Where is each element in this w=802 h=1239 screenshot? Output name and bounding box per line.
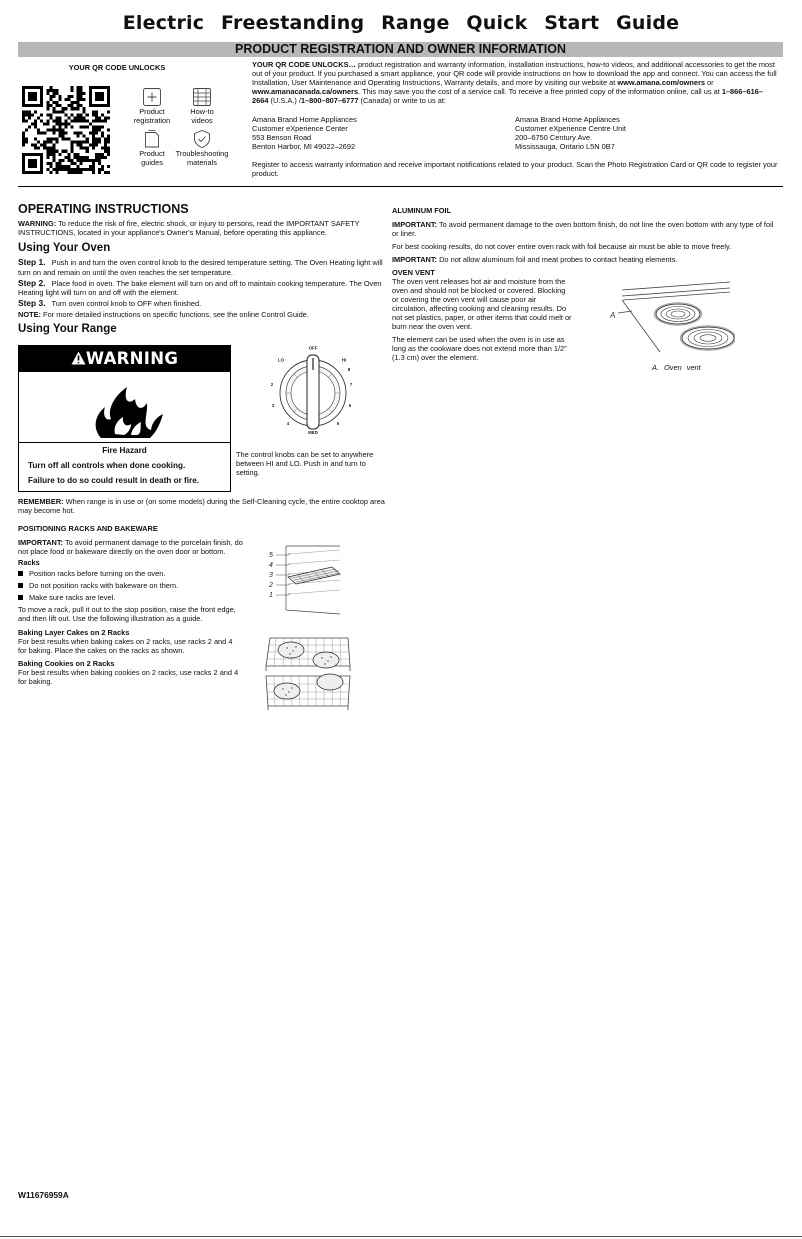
note-lead: NOTE: xyxy=(18,310,41,320)
operating-heading: OPERATING INSTRUCTIONS xyxy=(18,202,189,216)
oven-vent-illustration xyxy=(610,280,735,358)
warning-line-2: Failure to do so could result in death or fire. xyxy=(28,476,200,485)
intro-text: (Canada) or write to us at: xyxy=(358,96,446,106)
cookies-heading: Baking Cookies on 2 Racks xyxy=(18,659,115,669)
operating-note xyxy=(18,310,390,319)
remember-text: When range is in use or (on some models) during the Self-Cleaning cycle, the entire cooktop area may become hot. xyxy=(18,497,385,516)
address-line: Customer eXperience Centre Unit xyxy=(515,123,626,133)
warning-divider xyxy=(19,442,230,443)
phone-canada: 1–800–807–6777 xyxy=(300,96,359,106)
document-code: W11676959A xyxy=(18,1190,69,1200)
knob-number: 5 xyxy=(336,421,340,426)
knob-number: 4 xyxy=(286,421,290,426)
aluminum-foil-section xyxy=(392,206,777,264)
rack-number: 1 xyxy=(269,592,273,599)
address-line: Amana Brand Home Appliances xyxy=(252,115,357,124)
address-us xyxy=(252,116,357,152)
important-text: Do not allow aluminum foil and meat probes to contact heating elements. xyxy=(437,255,678,265)
registration-note: Register to access warranty information and receive important notifications related to your product. Scan the Photo Registration Card or QR code to register your product. xyxy=(252,160,778,179)
rack-positions-illustration xyxy=(266,540,346,620)
knob-caption: The control knobs can be set to anywhere between HI and LO. Push in and turn to setting. xyxy=(236,450,374,478)
rack-bullet-text: Make sure racks are level. xyxy=(29,593,116,603)
rack-bullet xyxy=(18,569,243,578)
feature-label: Product xyxy=(139,149,165,158)
knob-number: 3 xyxy=(271,403,275,408)
rack-number: 3 xyxy=(269,572,273,579)
foil-important-2 xyxy=(392,255,777,264)
address-line: Amana Brand Home Appliances xyxy=(515,115,620,124)
step-label: Step 2. xyxy=(18,277,46,288)
feature-label: registration xyxy=(133,115,171,125)
warning-header-text: WARNING xyxy=(85,349,179,368)
warning-line-1: Turn off all controls when done cooking. xyxy=(28,461,186,470)
bottom-divider xyxy=(0,1236,802,1237)
plus-box-icon xyxy=(142,87,162,107)
knob-label-hi: HI xyxy=(341,357,347,363)
knob-number: 8 xyxy=(347,367,351,372)
intro-text: (U.S.A.) / xyxy=(268,96,301,106)
website-link-canada[interactable]: www.amanacanada.ca/owners xyxy=(252,87,359,97)
feature-label: Product xyxy=(139,107,165,116)
registration-heading-bar: PRODUCT REGISTRATION AND OWNER INFORMATION xyxy=(18,42,783,57)
address-line: Customer eXperience Center xyxy=(252,123,348,133)
bullet-square xyxy=(18,583,23,588)
fire-hazard-graphic xyxy=(19,372,230,442)
vent-text-1: The oven vent releases hot air and moisture from the oven and should not be blocked or covered. Blocking or covering the oven vent will cause poor air circulation, affecting cooking and cleaning results. Do not set plastics, paper, or other items that could melt or burn near the oven vent. xyxy=(392,277,572,332)
feature-troubleshooting xyxy=(170,129,234,167)
knob-number: 6 xyxy=(348,403,352,408)
website-link-us[interactable]: www.amana.com/owners xyxy=(617,78,705,88)
foil-important-1 xyxy=(392,220,777,238)
step-label: Step 1. xyxy=(18,257,46,268)
fire-hazard-title: Fire Hazard xyxy=(102,446,147,455)
knob-label-med: MED xyxy=(308,430,318,435)
move-rack-text: To move a rack, pull it out to the stop position, raise the front edge, and then lift out. Use the following illustration as a guide. xyxy=(18,605,236,624)
important-text: To avoid permanent damage to the oven bottom finish, do not line the oven bottom with any type of foil or liner. xyxy=(392,220,774,239)
qr-heading: YOUR QR CODE UNLOCKS xyxy=(68,63,166,72)
layer-cakes-racks-illustration xyxy=(262,634,354,712)
feature-product-registration xyxy=(124,87,180,125)
important-lead: IMPORTANT: xyxy=(392,220,438,230)
rack-bullet-text: Position racks before turning on the oven. xyxy=(29,569,166,579)
feature-label: materials xyxy=(187,157,217,167)
step-text: Place food in oven. The bake element will turn on and off to maintain cooking temperature. The Oven Heating light will turn on and off with the element. xyxy=(18,278,382,297)
feature-how-to-videos xyxy=(174,87,230,125)
rack-bullet xyxy=(18,593,243,602)
warning-triangle-icon xyxy=(71,351,86,365)
address-canada xyxy=(515,116,626,152)
address-line: Benton Harbor, MI 49022–2692 xyxy=(252,141,356,151)
rack-number: 4 xyxy=(269,562,273,569)
feature-label: Troubleshooting xyxy=(175,149,229,158)
guide-book-icon xyxy=(142,129,162,149)
remember-lead: REMEMBER: xyxy=(18,497,64,506)
important-text: To avoid permanent damage to the porcelain finish, do not place food or bakeware directly on the oven door or bottom. xyxy=(18,538,243,557)
cakes-text: For best results when baking cakes on 2 racks, use racks 2 and 4 for baking. Place the cakes on the racks as shown. xyxy=(18,637,233,656)
vent-text-2: The element can be used when the oven is in use as long as the cookware does not extend more than 1/2" (1.3 cm) over the element. xyxy=(392,335,567,363)
bullet-square xyxy=(18,571,23,576)
racks-subheading: Racks xyxy=(18,558,40,568)
shield-check-icon xyxy=(192,129,212,149)
step-2 xyxy=(18,278,390,297)
feature-label: guides xyxy=(141,157,163,167)
feature-label: videos xyxy=(191,115,213,125)
rack-bullet xyxy=(18,581,243,590)
rack-bullet-text: Do not position racks with bakeware on them. xyxy=(29,581,179,591)
phone-us: 1–866–616–2664 xyxy=(252,87,763,106)
address-line: 200–6750 Century Ave. xyxy=(515,132,593,142)
vent-callout-letter: A xyxy=(610,311,616,320)
step-text: Push in and turn the oven control knob to the desired temperature setting. The Oven Heating light will turn on and remain on until the oven reaches the set temperature. xyxy=(18,258,383,277)
feature-label: How-to xyxy=(190,107,214,116)
note-text: For more detailed instructions on specific functions, see the online Control Guide. xyxy=(41,310,309,320)
document-title: Electric Freestanding Range Quick Start Guide xyxy=(122,12,680,34)
warning-lead: WARNING: xyxy=(18,219,57,229)
control-knob-illustration xyxy=(262,342,362,437)
film-grid-icon xyxy=(192,87,212,107)
intro-text: . This may save you the cost of a service call. To receive a free printed copy of the information online, call us at xyxy=(358,87,722,97)
cakes-heading: Baking Layer Cakes on 2 Racks xyxy=(18,628,130,638)
operating-warning xyxy=(18,219,390,237)
fire-icon xyxy=(19,372,230,442)
address-line: 553 Benson Road xyxy=(252,132,312,142)
step-label: Step 3. xyxy=(18,297,46,308)
racks-important xyxy=(18,538,243,556)
remember-note xyxy=(18,497,390,515)
foil-heading: ALUMINUM FOIL xyxy=(392,206,452,215)
address-line: Mississauga, Ontario L5N 0B7 xyxy=(515,141,615,151)
important-lead: IMPORTANT: xyxy=(18,538,64,548)
step-1 xyxy=(18,257,390,276)
operating-section xyxy=(18,202,390,336)
rack-number: 5 xyxy=(269,552,273,559)
knob-label-off: OFF xyxy=(308,345,318,351)
intro-text: product registration and warranty information, installation instructions, how-to videos, and additional accessories to get the most out of your product. If you purchased a smart appliance, your QR code will provide instructions on how to download the app and connect. You can access the full Installation, User Maintenance and Operating Instructions, Warranty details, and more by visiting our website at xyxy=(252,60,777,88)
cookies-text: For best results when baking cookies on 2 racks, use racks 2 and 4 for baking. xyxy=(18,668,239,687)
qr-code[interactable] xyxy=(22,86,110,174)
step-3 xyxy=(18,298,390,308)
intro-lead: YOUR QR CODE UNLOCKS… xyxy=(252,60,356,69)
racks-heading: POSITIONING RACKS AND BAKEWARE xyxy=(18,524,158,533)
warning-header xyxy=(19,346,230,372)
step-text: Turn oven control knob to OFF when finished. xyxy=(51,298,202,308)
intro-text: or xyxy=(704,78,714,88)
important-lead: IMPORTANT: xyxy=(392,255,438,265)
foil-best-results: For best cooking results, do not cover entire oven rack with foil because air must be able to move freely. xyxy=(392,242,732,252)
vent-heading: OVEN VENT xyxy=(392,268,435,277)
warning-text: To reduce the risk of fire, electric shock, or injury to persons, read the IMPORTANT SAFETY INSTRUCTIONS, located in your appliance's Owner's Manual, before operating this appliance. xyxy=(18,219,360,238)
section-divider xyxy=(18,186,783,187)
knob-label-lo: LO xyxy=(277,357,285,363)
vent-caption: A. Oven vent xyxy=(652,363,701,372)
rack-number: 2 xyxy=(269,582,273,589)
registration-intro xyxy=(252,60,777,105)
oven-vent-section xyxy=(392,268,572,362)
fire-warning-box xyxy=(18,345,231,492)
bullet-square xyxy=(18,595,23,600)
using-oven-heading: Using Your Oven xyxy=(18,242,111,255)
knob-number: 7 xyxy=(349,382,353,387)
knob-number: 2 xyxy=(270,382,274,387)
using-range-heading: Using Your Range xyxy=(18,323,117,336)
racks-section xyxy=(18,524,243,686)
